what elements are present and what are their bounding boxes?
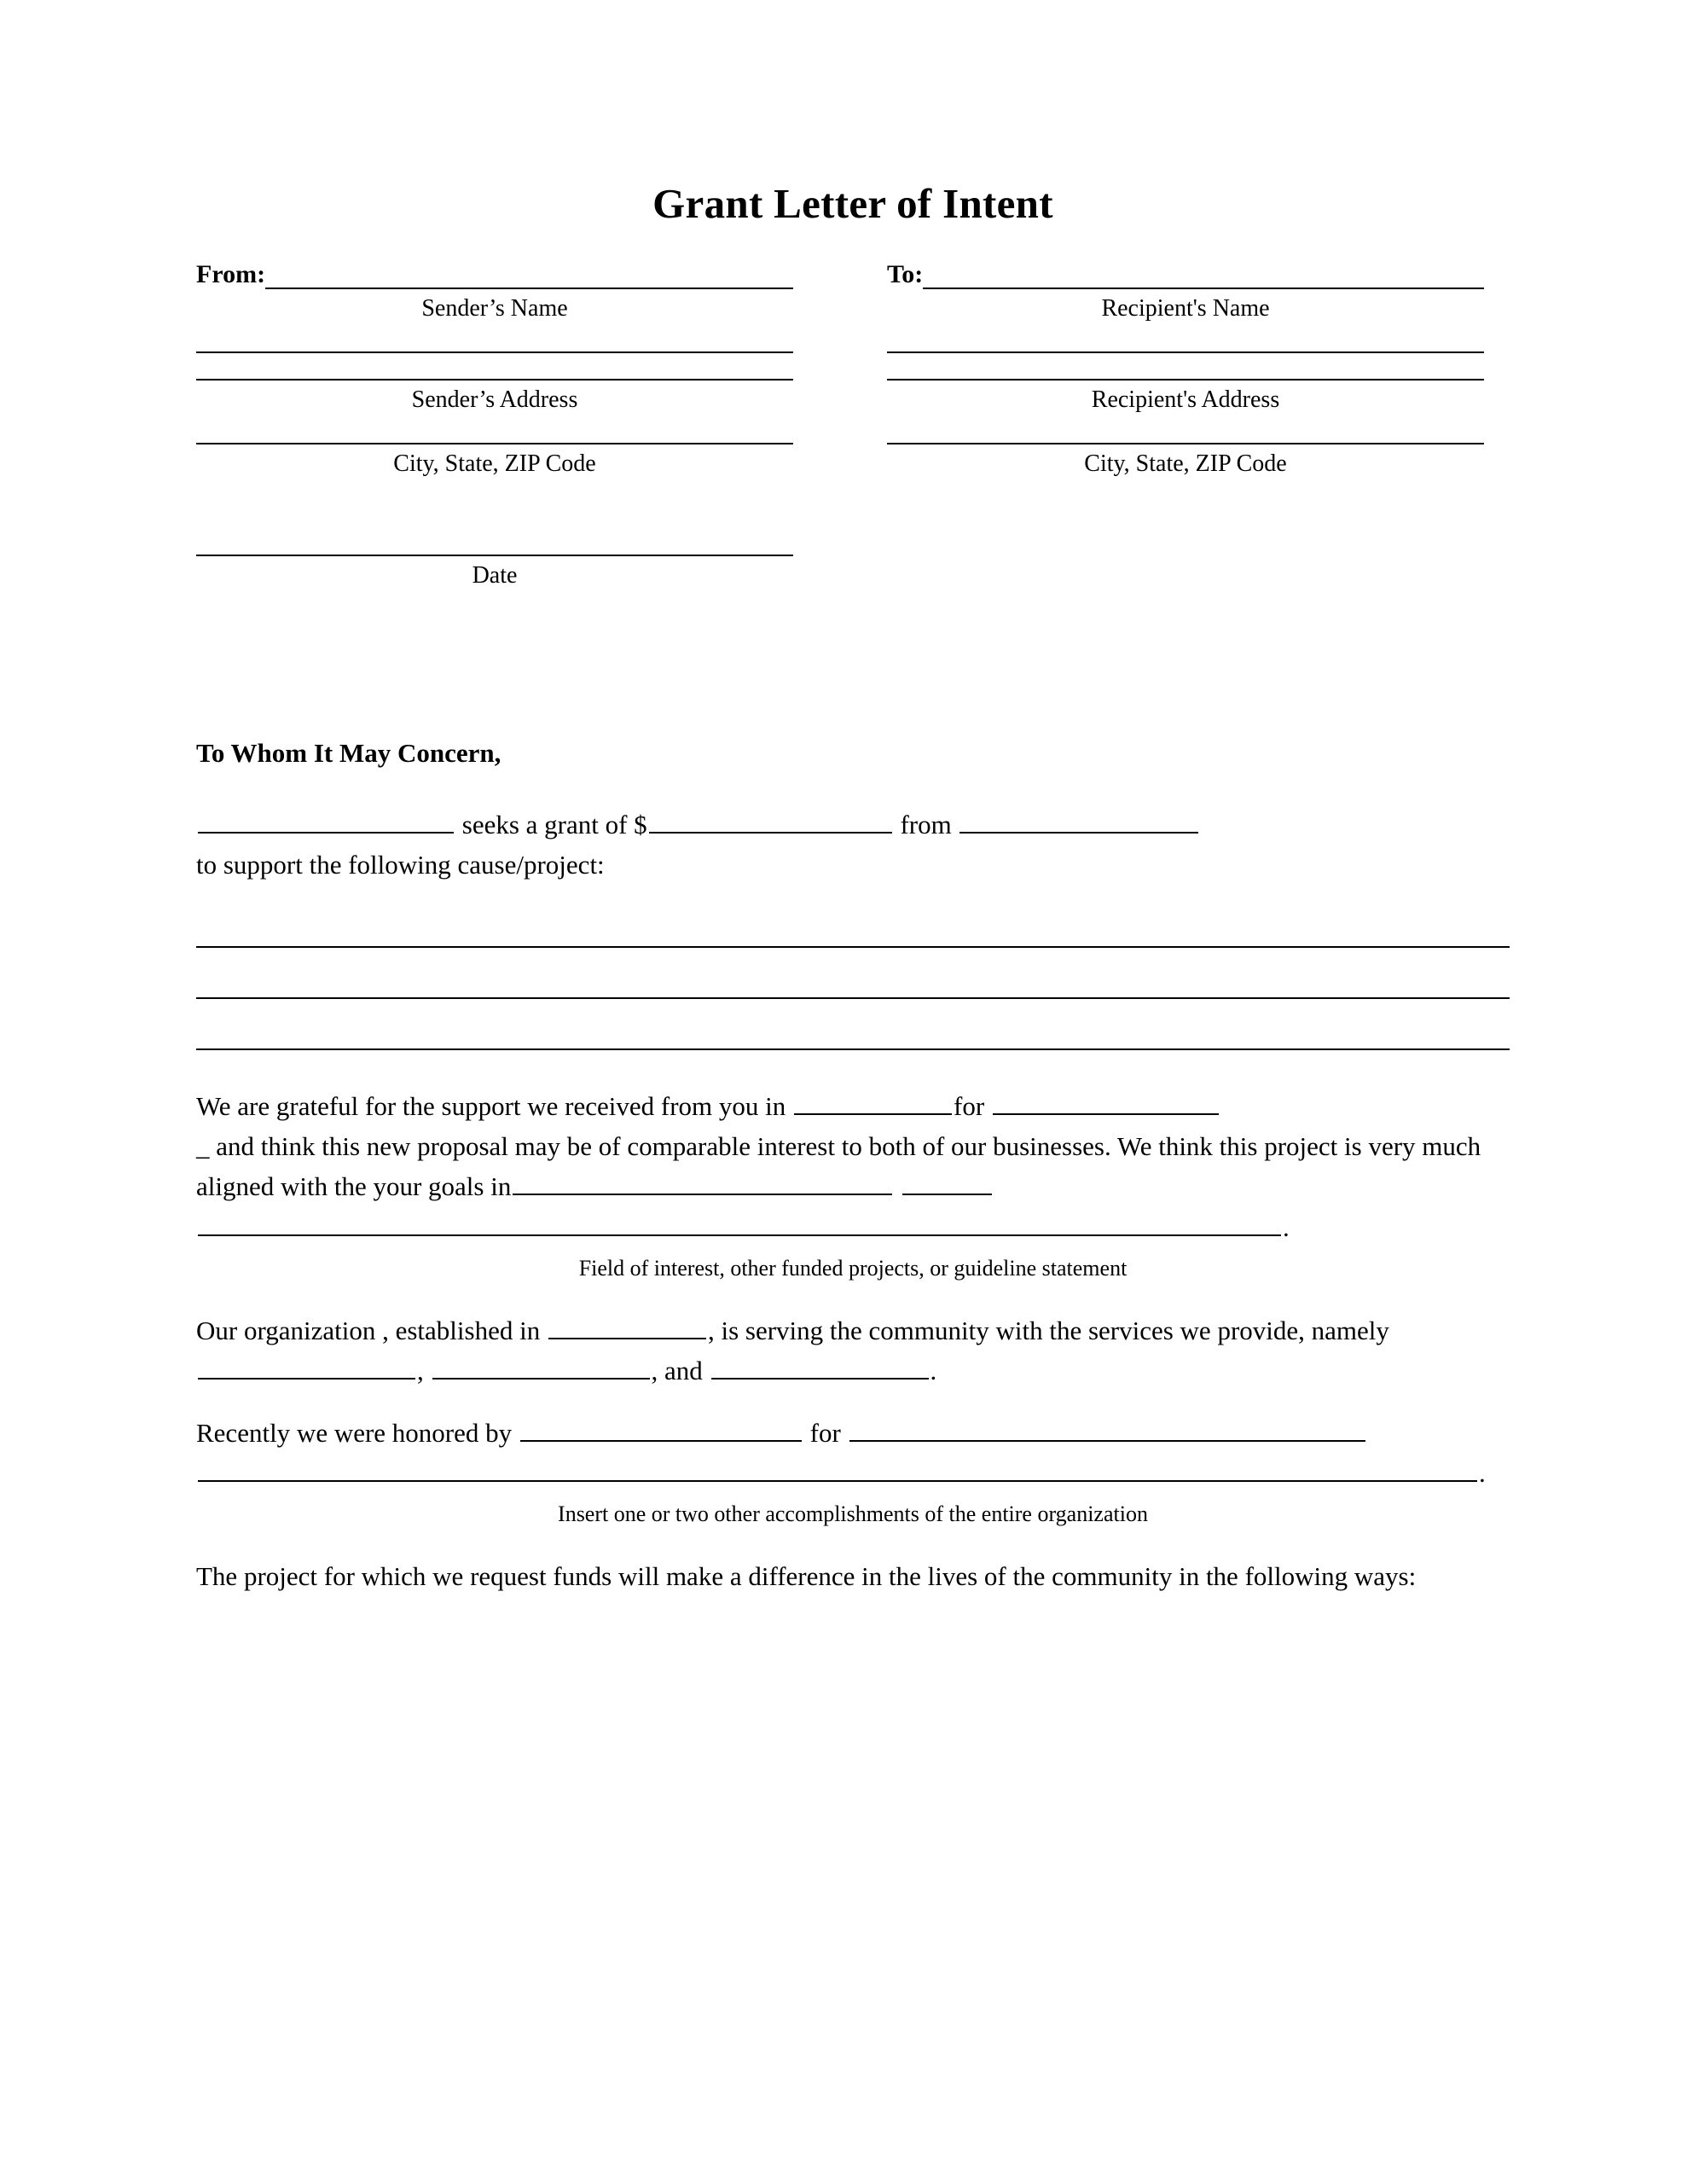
salutation: To Whom It May Concern, (196, 738, 501, 768)
honor-reason-field[interactable] (849, 1418, 1365, 1442)
p3-period: . (930, 1355, 937, 1385)
paragraph-organization (196, 1310, 1510, 1391)
p3-text-b: , is serving the community with the services we provide, namely (707, 1315, 1389, 1345)
p2-text-a: We are grateful for the support we received from you in (196, 1091, 793, 1122)
cause-line-1[interactable] (196, 946, 1510, 948)
service-field-3[interactable] (711, 1356, 929, 1380)
paragraph-gratitude (196, 1086, 1510, 1246)
p2-text-c: _ and think this new proposal may be of comparable interest to both of our businesses. We think this project is very much aligned with the your goals in (196, 1131, 1481, 1202)
p4-text-a: Recently we were honored by (196, 1417, 519, 1448)
funder-name-field[interactable] (959, 810, 1198, 834)
recipient-name-caption: Recipient's Name (1101, 295, 1270, 322)
honor-source-field[interactable] (520, 1418, 802, 1442)
goals-field-1[interactable] (513, 1171, 892, 1195)
sender-name-field[interactable] (265, 288, 793, 289)
from-row (196, 260, 793, 289)
goals-field-3[interactable] (198, 1212, 1281, 1236)
document-content (196, 179, 1510, 1618)
p1-text-c: to support the following cause/project: (196, 850, 605, 880)
prior-support-purpose-field[interactable] (993, 1091, 1219, 1115)
p3-text-c: , (417, 1355, 431, 1385)
goals-field-2[interactable] (902, 1171, 992, 1195)
service-field-2[interactable] (432, 1356, 650, 1380)
service-field-1[interactable] (198, 1356, 415, 1380)
sender-address-caption: Sender’s Address (411, 386, 578, 413)
field-of-interest-caption: Field of interest, other funded projects, or guideline statement (578, 1255, 1128, 1281)
prior-support-year-field[interactable] (794, 1091, 952, 1115)
to-label: To: (887, 260, 924, 288)
paragraph-impact: The project for which we request funds will make a difference in the lives of the community in the following ways: (196, 1561, 1417, 1592)
p4-text-b: for (803, 1417, 848, 1448)
p4-period: . (1479, 1457, 1486, 1488)
recipient-name-field[interactable] (923, 288, 1484, 289)
p2-period: . (1283, 1211, 1290, 1242)
recipient-address-caption: Recipient's Address (1091, 386, 1280, 413)
p3-text-a: Our organization , established in (196, 1315, 547, 1345)
accomplishments-caption: Insert one or two other accomplishments of the entire organization (558, 1502, 1148, 1527)
p1-text-a: seeks a grant of $ (455, 810, 647, 839)
p1-text-b: from (893, 810, 959, 839)
date-caption: Date (472, 562, 518, 589)
established-year-field[interactable] (548, 1316, 706, 1339)
recipient-column (887, 260, 1484, 476)
p3-text-d: , and (651, 1355, 710, 1385)
honor-overflow-field[interactable] (198, 1458, 1477, 1482)
paragraph-grant-request (196, 804, 1510, 885)
page-title: Grant Letter of Intent (652, 180, 1053, 227)
p2-text-b: for (954, 1091, 991, 1122)
cause-line-2[interactable] (196, 997, 1510, 999)
to-row (887, 260, 1484, 289)
sender-column (196, 260, 793, 588)
applicant-name-field[interactable] (198, 810, 454, 834)
recipient-city-caption: City, State, ZIP Code (1084, 450, 1287, 477)
address-block (196, 260, 1510, 738)
from-label: From: (196, 260, 266, 288)
grant-amount-field[interactable] (649, 810, 892, 834)
sender-city-caption: City, State, ZIP Code (393, 450, 596, 477)
paragraph-honors (196, 1413, 1510, 1493)
sender-name-caption: Sender’s Name (421, 295, 568, 322)
